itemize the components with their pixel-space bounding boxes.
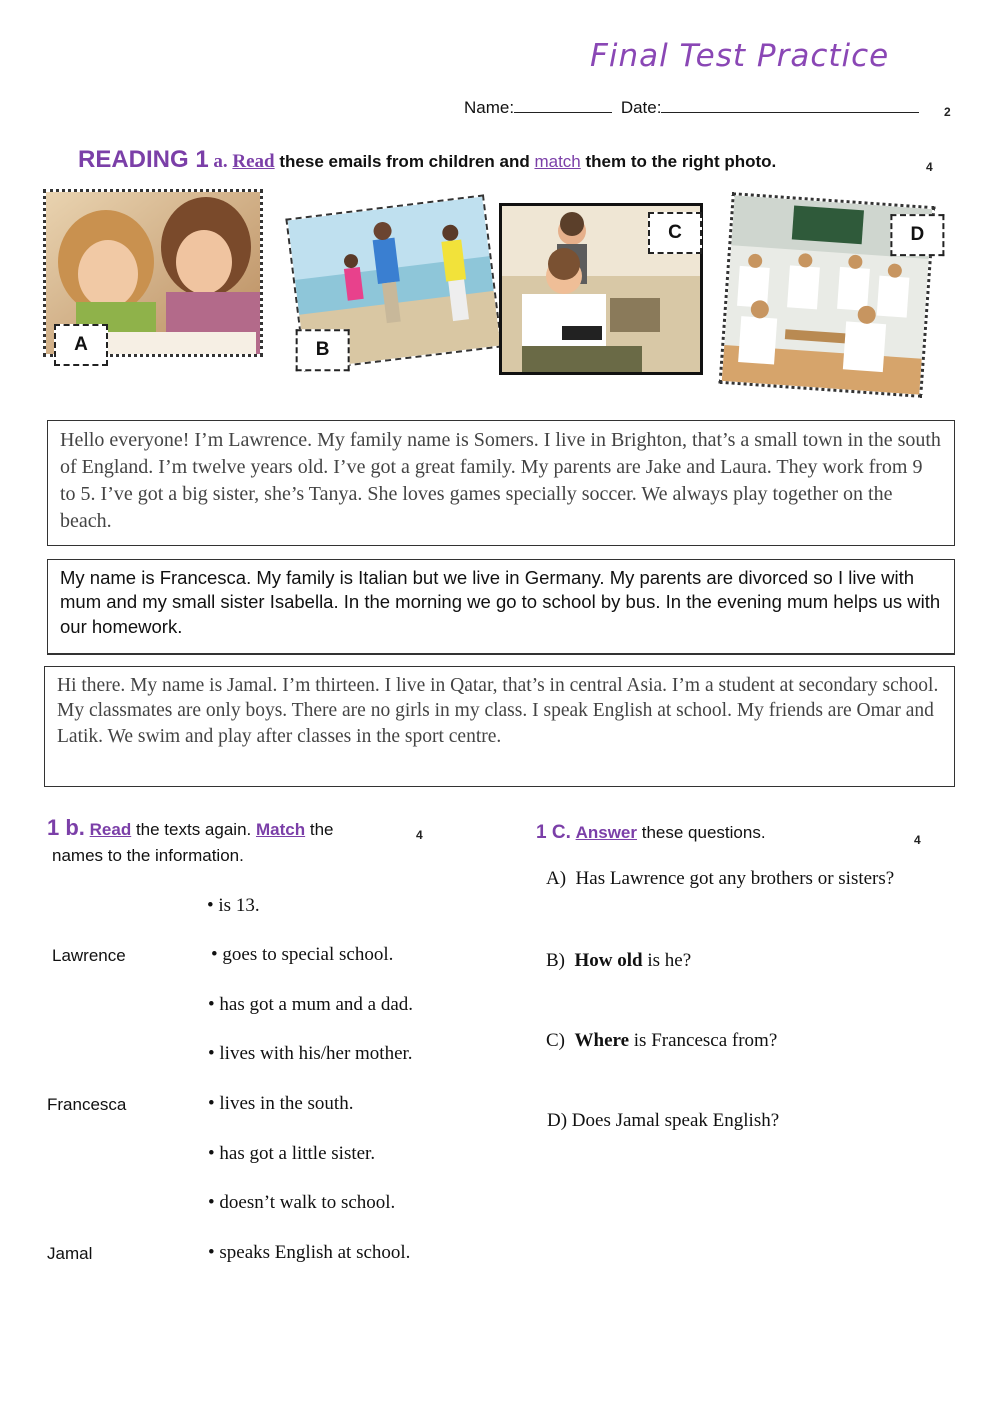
name-field[interactable] (514, 98, 612, 113)
section-1c-answer: Answer (575, 823, 638, 842)
info-item[interactable]: • goes to special school. (211, 944, 394, 965)
question-a-text: A) Has Lawrence got any brothers or sisters? (546, 868, 895, 889)
email-lawrence: Hello everyone! I’m Lawrence. My family name is Somers. I live in Brighton, that’s a small town in the south of England. I’m twelve years old. I’ve got a great family. My parents are Jake and Laura. They work from 9 to 5. I’ve got a big sister, she’s Tanya. She loves games specially soccer. We always play together on the beach. (47, 420, 955, 546)
info-item[interactable]: • lives in the south. (208, 1093, 354, 1114)
photo-b (288, 197, 501, 370)
photo-c-label: C (648, 212, 702, 254)
info-item[interactable]: • is 13. (207, 895, 260, 916)
email-jamal: Hi there. My name is Jamal. I’m thirteen. I live in Qatar, that’s in central Asia. I’m a student at secondary school. My classmates are only boys. There are no girls in my class. I speak English at school. My friends are Omar and Latik. We swim and play after classes in the sport centre. (44, 666, 955, 787)
reading-heading (78, 146, 776, 174)
section-1b-heading (47, 815, 377, 841)
info-item[interactable]: • has got a little sister. (208, 1143, 376, 1164)
photo-b-label: B (296, 329, 350, 371)
section-1b-score: 4 (416, 828, 423, 842)
question-c (546, 1030, 777, 1052)
question-d (547, 1110, 779, 1132)
section-1b-match: Match (256, 820, 306, 839)
question-c-rest: is Francesca from? (629, 1030, 778, 1051)
photo-d-label: D (890, 214, 944, 256)
photo-a-label: A (54, 324, 108, 366)
reading-sub: a. (213, 151, 228, 172)
read-link: Read (232, 151, 275, 172)
name-jamal[interactable]: Jamal (47, 1244, 93, 1263)
section-1c-heading (536, 822, 766, 844)
section-1b-text-mid: the texts again. (135, 820, 252, 839)
question-c-bold: Where (574, 1030, 630, 1051)
name-lawrence[interactable]: Lawrence (52, 946, 126, 965)
question-b-bold: How old (574, 950, 643, 971)
name-date-line (464, 98, 919, 118)
section-1b-text-end: the (309, 820, 334, 839)
photo-d (722, 195, 932, 394)
reading-score: 4 (926, 160, 933, 174)
info-item[interactable]: • speaks English at school. (208, 1242, 411, 1263)
section-1c-score: 4 (914, 833, 921, 847)
reading-text-mid: these emails from children and (279, 152, 530, 171)
name-label: Name: (464, 98, 515, 117)
section-1b-read: Read (89, 820, 132, 839)
section-1c-number: 1 C. (536, 822, 571, 843)
reading-text-end: them to the right photo. (585, 152, 777, 171)
page-title: Final Test Practice (590, 38, 890, 74)
info-item[interactable]: • doesn’t walk to school. (208, 1192, 396, 1213)
info-item[interactable]: • has got a mum and a dad. (208, 994, 414, 1015)
photo-c (499, 203, 703, 375)
section-1b-line2: names to the information. (52, 846, 244, 865)
header-score: 2 (944, 105, 951, 119)
name-francesca[interactable]: Francesca (47, 1095, 127, 1114)
question-b-rest: is he? (642, 950, 692, 971)
match-link: match (534, 152, 581, 171)
question-a (546, 868, 894, 890)
question-d-text: D) Does Jamal speak English? (547, 1110, 780, 1131)
email-francesca: My name is Francesca. My family is Italian but we live in Germany. My parents are divorced so I live with mum and my small sister Isabella. In the morning we go to school by bus. In the evening mum helps us with our homework. (47, 559, 955, 655)
reading-title: READING 1 (78, 146, 209, 173)
question-b (546, 950, 691, 972)
section-1b-number: 1 b. (47, 815, 85, 840)
photo-a (46, 192, 260, 354)
info-item[interactable]: • lives with his/her mother. (208, 1043, 413, 1064)
question-b-prefix: B) (546, 950, 575, 971)
date-field[interactable] (661, 98, 919, 113)
section-1c-text: these questions. (641, 823, 766, 842)
question-c-prefix: C) (546, 1030, 575, 1051)
date-label: Date: (620, 98, 662, 117)
